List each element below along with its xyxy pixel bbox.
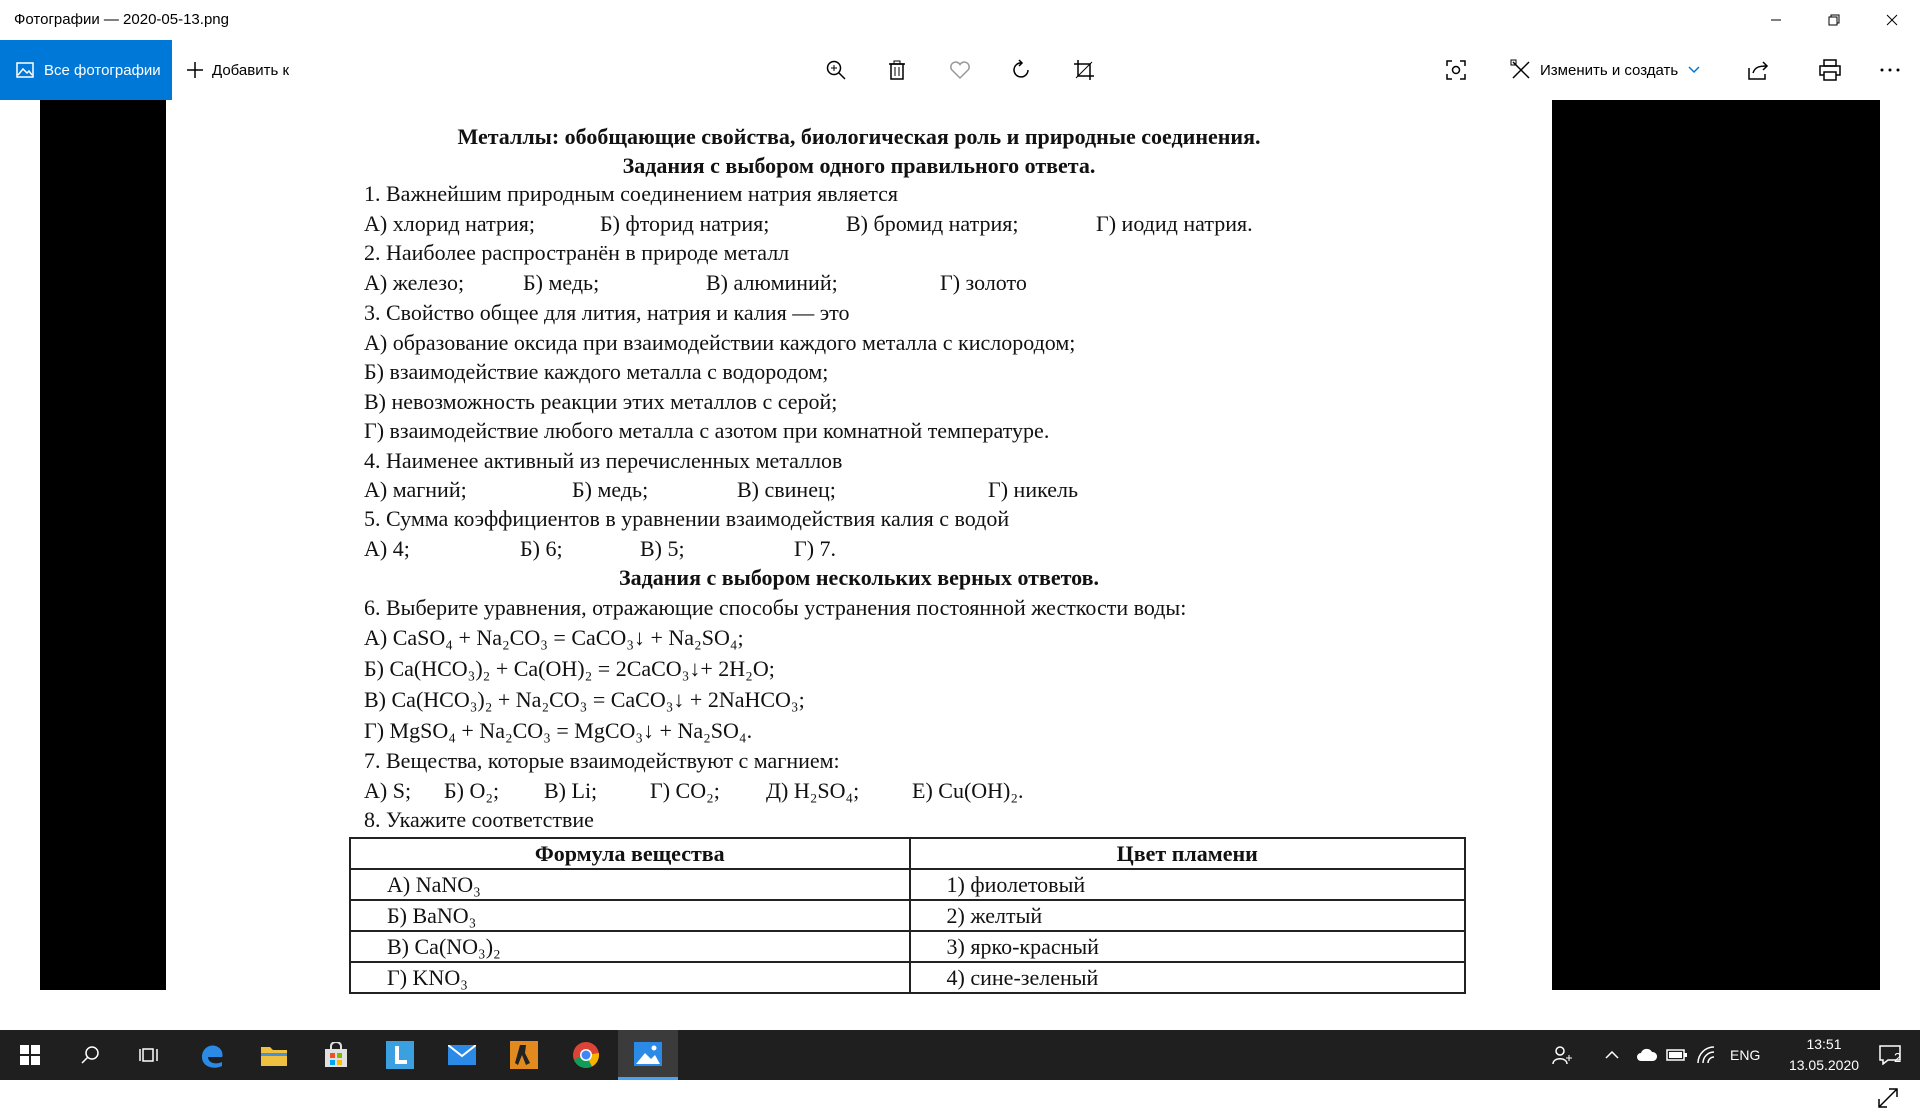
scan-icon	[1445, 59, 1467, 81]
q4-option: Г) никель	[988, 477, 1079, 502]
printer-icon	[1819, 59, 1841, 81]
q6-option: Б) Ca(HCO₃)₂ + Ca(OH)₂ = 2CaCO₃↓+ 2H₂O;	[364, 656, 775, 681]
q3-option: Б) взаимодействие каждого металла с водородом;	[364, 359, 829, 384]
taskbar-app-chrome[interactable]	[556, 1030, 616, 1080]
network-button[interactable]	[1694, 1030, 1720, 1080]
question-2: 2. Наиболее распространён в природе металл	[364, 240, 790, 265]
table-header-row	[350, 838, 1465, 869]
task-view-icon	[139, 1046, 161, 1064]
crop-icon	[1073, 59, 1095, 81]
expand-icon	[1876, 1086, 1900, 1110]
taskbar-app-l[interactable]	[370, 1030, 430, 1080]
window-title: Фотографии — 2020-05-13.png	[14, 11, 229, 28]
q2-option: В) алюминий;	[706, 270, 838, 295]
battery-icon	[1666, 1048, 1688, 1062]
q4-option: В) свинец;	[737, 477, 836, 502]
q3-option: В) невозможность реакции этих металлов с серой;	[364, 389, 838, 414]
restore-icon	[1828, 14, 1840, 26]
table-cell: 2) желтый	[910, 900, 1465, 931]
task-view-button[interactable]	[120, 1030, 180, 1080]
worksheet-heading: Металлы: обобщающие свойства, биологическая роль и природные соединения.	[457, 124, 1261, 149]
edit-create-label: Изменить и создать	[1540, 61, 1679, 79]
q6-option: Г) MgSO₄ + Na₂CO₃ = MgCO₃↓ + Na₂SO₄.	[364, 718, 753, 743]
share-button[interactable]	[1738, 40, 1778, 100]
section-heading-multiple: Задания с выбором нескольких верных ответов.	[619, 565, 1099, 590]
q6-option: В) Ca(HCO₃)₂ + Na₂CO₃ = CaCO₃↓ + 2NaHCO₃;	[364, 687, 805, 712]
question-6: 6. Выберите уравнения, отражающие способы устранения постоянной жесткости воды:	[364, 595, 1187, 620]
table-cell: 3) ярко-красный	[910, 931, 1465, 962]
question-3: 3. Свойство общее для лития, натрия и калия — это	[364, 300, 850, 325]
edit-create-button[interactable]	[1510, 40, 1700, 100]
q3-option: Г) взаимодействие любого металла с азотом при комнатной температуре.	[364, 418, 1050, 443]
table-cell: 1) фиолетовый	[910, 869, 1465, 900]
minimize-icon	[1770, 14, 1782, 26]
table-cell: В) Ca(NO₃)₂	[350, 931, 910, 962]
taskbar-app-mail[interactable]	[432, 1030, 492, 1080]
photos-app-icon	[634, 1042, 662, 1066]
section-heading-single: Задания с выбором одного правильного ответа.	[622, 153, 1096, 178]
column-header: Формула вещества	[350, 838, 910, 869]
chevron-up-icon	[1605, 1051, 1619, 1059]
heart-icon	[949, 60, 971, 80]
title-bar	[0, 0, 1920, 40]
clock-date[interactable]: 13.05.2020	[1788, 1057, 1860, 1073]
minimize-button[interactable]	[1748, 0, 1804, 40]
windows-icon	[20, 1045, 40, 1065]
taskbar-app-edge[interactable]	[182, 1030, 242, 1080]
question-1: 1. Важнейшим природным соединением натрия является	[364, 181, 899, 206]
people-button[interactable]	[1544, 1030, 1580, 1080]
q7-option: Б) O₂;	[444, 778, 500, 803]
game-icon	[510, 1041, 538, 1069]
add-to-button[interactable]	[186, 40, 289, 100]
q4-option: Б) медь;	[572, 477, 649, 502]
table-cell: Г) KNO₃	[350, 962, 910, 993]
table-cell: 4) сине-зеленый	[910, 962, 1465, 993]
question-7: 7. Вещества, которые взаимодействуют с магнием:	[364, 748, 840, 773]
q2-option: А) железо;	[364, 270, 465, 295]
plus-icon	[186, 61, 204, 79]
zoom-in-icon	[826, 60, 846, 80]
q1-option: Г) иодид натрия.	[1096, 211, 1253, 236]
q5-option: А) 4;	[364, 536, 410, 561]
q2-option: Б) медь;	[523, 270, 600, 295]
all-photos-button[interactable]	[0, 40, 172, 100]
fullscreen-button[interactable]	[1876, 1086, 1900, 1115]
notification-count: 2	[1894, 1050, 1902, 1065]
print-button[interactable]	[1810, 40, 1850, 100]
rotate-icon	[1011, 59, 1033, 81]
taskbar	[0, 1030, 1920, 1080]
table-row	[350, 900, 1465, 931]
clock-time[interactable]: 13:51	[1806, 1036, 1842, 1052]
mail-icon	[448, 1045, 476, 1065]
search-icon	[80, 1045, 100, 1065]
start-button[interactable]	[0, 1030, 60, 1080]
question-4: 4. Наименее активный из перечисленных металлов	[364, 448, 843, 473]
q7-option: Д) H₂SO₄;	[766, 778, 860, 803]
table-cell: А) NaNO₃	[350, 869, 910, 900]
more-icon	[1880, 68, 1900, 72]
battery-button[interactable]	[1664, 1030, 1690, 1080]
l-app-icon	[386, 1041, 414, 1069]
worksheet	[166, 100, 1552, 990]
add-to-label: Добавить к	[212, 61, 290, 79]
table-cell: Б) BaNO₃	[350, 900, 910, 931]
photo-viewer	[0, 100, 1920, 1030]
q7-option: Г) CO₂;	[650, 778, 720, 803]
q5-option: Б) 6;	[520, 536, 563, 561]
rotate-button[interactable]	[1002, 40, 1042, 100]
q5-option: Г) 7.	[794, 536, 837, 561]
delete-button[interactable]	[877, 40, 917, 100]
chrome-icon	[572, 1041, 600, 1069]
onedrive-button[interactable]	[1634, 1030, 1660, 1080]
q1-option: А) хлорид натрия;	[364, 211, 536, 236]
toolbar	[0, 40, 1920, 100]
q2-option: Г) золото	[940, 270, 1027, 295]
zoom-button[interactable]	[816, 40, 856, 100]
people-icon	[1552, 1045, 1572, 1065]
taskbar-app-explorer[interactable]	[244, 1030, 304, 1080]
taskbar-app-photos[interactable]	[618, 1030, 678, 1080]
more-button[interactable]	[1870, 40, 1910, 100]
crop-button[interactable]	[1064, 40, 1104, 100]
taskbar-app-store[interactable]	[306, 1030, 366, 1080]
q7-option: В) Li;	[544, 778, 598, 803]
trash-icon	[888, 60, 906, 80]
q1-option: Б) фторид натрия;	[600, 211, 770, 236]
taskbar-app-game[interactable]	[494, 1030, 554, 1080]
question-8: 8. Укажите соответствие	[364, 807, 594, 832]
column-header: Цвет пламени	[910, 838, 1465, 869]
table-row	[350, 931, 1465, 962]
folder-icon	[260, 1043, 288, 1067]
all-photos-label: Все фотографии	[44, 61, 161, 79]
question-5: 5. Сумма коэффициентов в уравнении взаимодействия калия с водой	[364, 506, 1010, 531]
q4-option: А) магний;	[364, 477, 467, 502]
photo-image	[40, 100, 1880, 990]
q6-option: А) CaSO₄ + Na₂CO₃ = CaCO₃↓ + Na₂SO₄;	[364, 625, 744, 650]
search-button[interactable]	[60, 1030, 120, 1080]
visual-search-button[interactable]	[1436, 40, 1476, 100]
edit-icon	[1510, 59, 1532, 81]
q3-option: А) образование оксида при взаимодействии каждого металла с кислородом;	[364, 330, 1076, 355]
action-center-button[interactable]	[1860, 1030, 1920, 1080]
language-indicator[interactable]: ENG	[1730, 1047, 1761, 1063]
q1-option: В) бромид натрия;	[846, 211, 1019, 236]
photos-icon	[16, 62, 34, 78]
match-table	[349, 837, 1466, 994]
wifi-icon	[1697, 1046, 1717, 1064]
favorite-button[interactable]	[940, 40, 980, 100]
chevron-down-icon	[1688, 66, 1700, 74]
share-icon	[1747, 60, 1769, 80]
table-row	[350, 869, 1465, 900]
close-icon	[1886, 14, 1898, 26]
cloud-icon	[1636, 1048, 1658, 1062]
close-button[interactable]	[1864, 0, 1920, 40]
store-icon	[323, 1042, 349, 1068]
edge-icon	[198, 1041, 226, 1069]
restore-button[interactable]	[1806, 0, 1862, 40]
q5-option: В) 5;	[640, 536, 685, 561]
table-row	[350, 962, 1465, 993]
show-hidden-icons-button[interactable]	[1600, 1030, 1624, 1080]
q7-option: Е) Cu(OH)₂.	[912, 778, 1024, 803]
q7-option: А) S;	[364, 778, 412, 803]
